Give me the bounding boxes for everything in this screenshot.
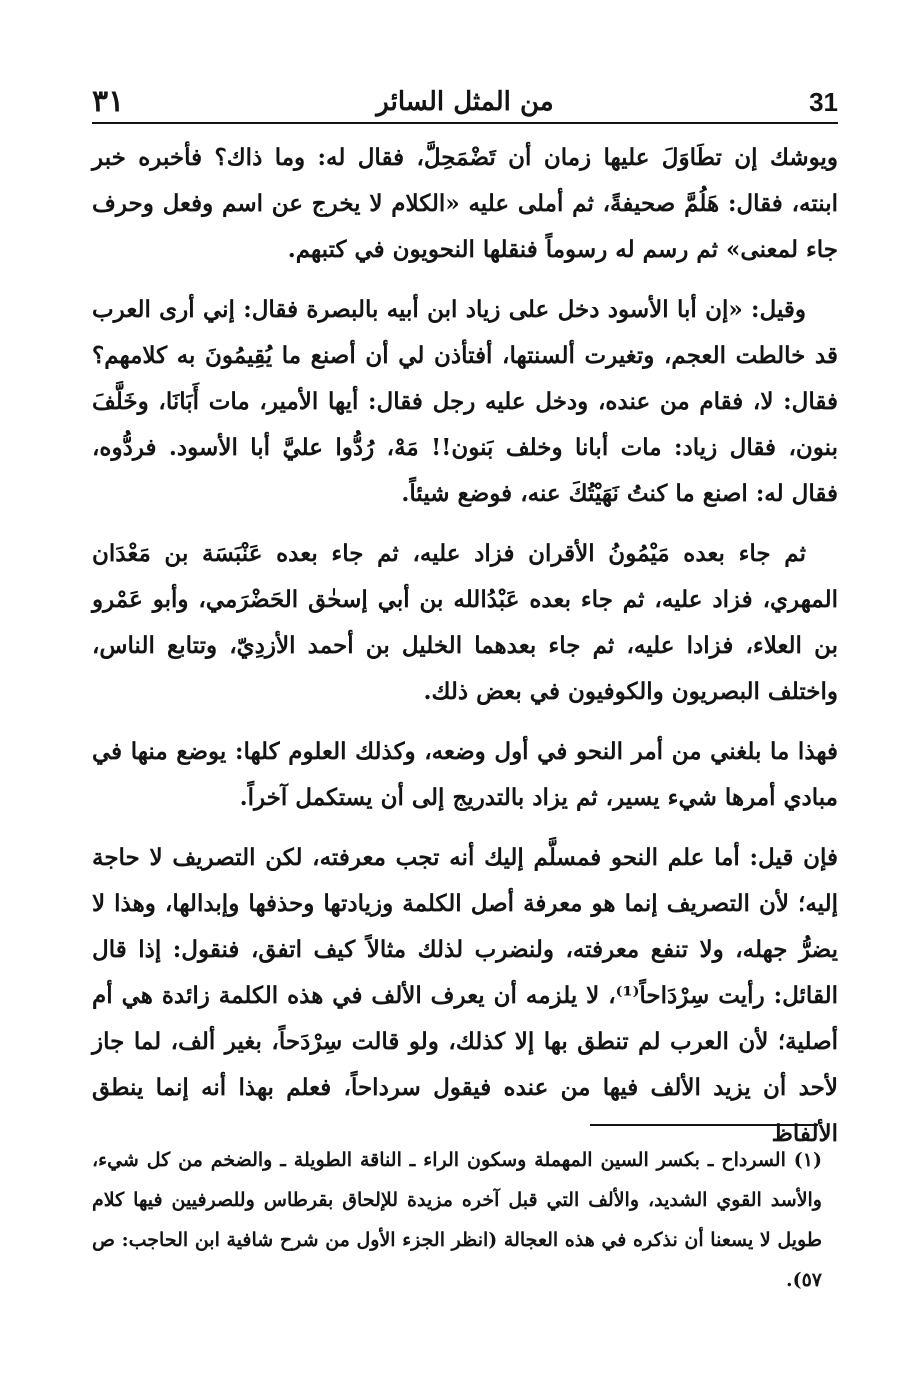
running-title: من المثل السائر: [376, 87, 554, 117]
paragraph: فهذا ما بلغني من أمر النحو في أول وضعه، وكذلك العلوم كلها: يوضع منها في مبادي أمرها شيء يسير، ثم يزاد بالتدريج إلى أن يستكمل آخراً.: [92, 738, 838, 811]
paragraph: ويوشك إن تطَاوَلَ عليها زمان أن تَضْمَحِلَّ، فقال له: وما ذاك؟ فأخبره خبر ابنته، فقال: هَلُمَّ صحيفةً، ثم أملى عليه «الكلام لا يخرج عن اسم وفعل وحرف جاء لمعنى» ثم رسم له رسوماً فنقلها النحويون في كتبهم.: [92, 144, 838, 263]
main-text: [92, 135, 838, 1157]
paragraph: فإن قيل: أما علم النحو فمسلَّم إليك أنه تجب معرفته، لكن التصريف لا حاجة إليه؛ لأن التصريف إنما هو معرفة أصل الكلمة وزيادتها وحذفها وإبدالها، وهذا لا يضرُّ جهله، ولا تنفع معرفته، ولنضرب لذلك مثالاً كيف اتفق، فنقول: إذا قال القائل: رأيت سِرْدَاحاً⁽¹⁾، لا يلزمه أن يعرف الألف في هذه الكلمة زائدة هي أم أصلية؛ لأن العرب لم تنطق بها إلا كذلك، ولو قالت سِرْدَحاً، بغير ألف، لما جاز لأحد أن يزيد الألف فيها من عنده فيقول سرداحاً، فعلم بهذا أنه إنما ينطق الألفاظ: [92, 844, 838, 1147]
footnotes: [92, 1140, 822, 1300]
footnote: (١) السرداح ـ بكسر السين المهملة وسكون الراء ـ الناقة الطويلة ـ والضخم من كل شيء، والأسد القوي الشديد، والألف التي قبل آخره مزيدة للإلحاق بقرطاس وللصرفيين فيها كلام طويل لا يسعنا أن نذكره في هذه العجالة (انظر الجزء الأول من شرح شافية ابن الحاجب: ص ٥٧).: [92, 1149, 822, 1291]
paragraph: ثم جاء بعده مَيْمُونُ الأقران فزاد عليه، ثم جاء بعده عَنْبَسَة بن مَعْدَان المهري، فزاد عليه، ثم جاء بعده عَبْدُالله بن أبي إسحٰق الحَضْرَمي، وأبو عَمْرو بن العلاء، فزادا عليه، ثم جاء بعدهما الخليل بن أحمد الأزدِيّ، وتتابع الناس، واختلف البصريون والكوفيون في بعض ذلك.: [92, 540, 838, 705]
page-header: [92, 84, 838, 124]
header-rule: [92, 122, 838, 124]
footnote-rule: [590, 1124, 818, 1126]
page-number-arabic: ٣١: [92, 84, 125, 119]
page-number-latin: 31: [809, 87, 838, 117]
paragraph: وقيل: «إن أبا الأسود دخل على زياد ابن أبيه بالبصرة فقال: إني أرى العرب قد خالطت العجم، وتغيرت ألسنتها، أفتأذن لي أن أصنع ما يُقِيمُونَ به كلامهم؟ فقال: لا، فقام من عنده، ودخل عليه رجل فقال: أيها الأمير، مات أَبَانَا، وخَلَّفَ بنون، فقال زياد: مات أبانا وخلف بَنون!! مَهْ، رُدُّوا عليَّ أبا الأسود. فردُّوه، فقال له: اصنع ما كنتُ نَهَيْتُكَ عنه، فوضع شيئاً.: [92, 296, 838, 507]
